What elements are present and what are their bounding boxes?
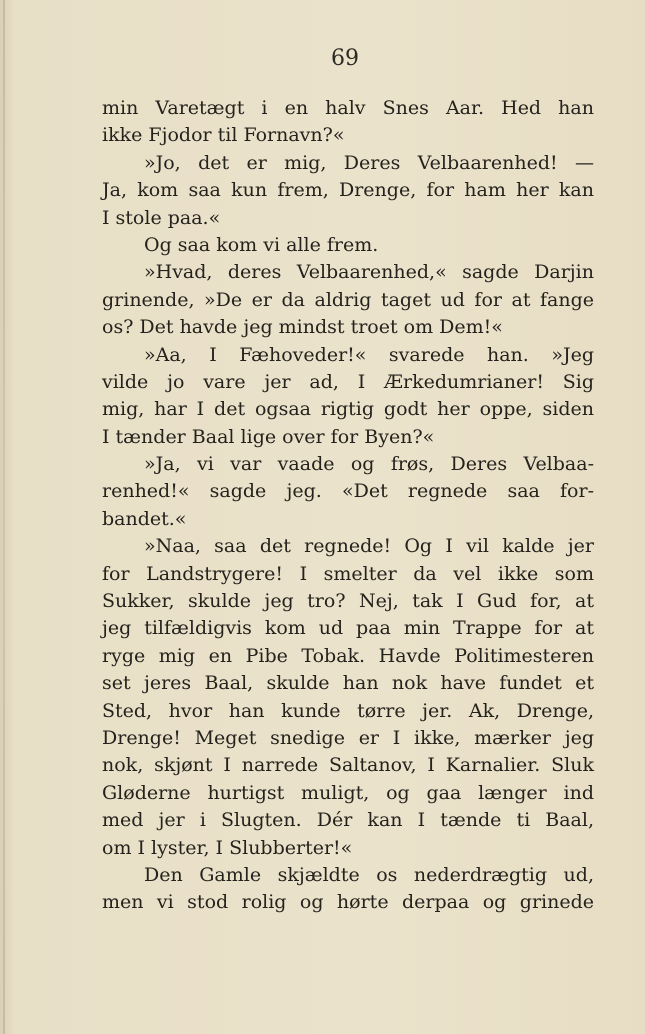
text-line: »Naa, saa det regnede! Og I vil kalde jer [144, 535, 594, 558]
text-line: bandet.« [102, 507, 187, 530]
text-line: vilde jo vare jer ad, I Ærkedumrianer! Sig [102, 370, 594, 393]
binding-edge [3, 0, 5, 1034]
text-line: »Ja, vi var vaade og frøs, Deres Velbaa- [144, 453, 594, 476]
text-line: grinende, »De er da aldrig taget ud for at fange [102, 288, 594, 311]
text-line: »Aa, I Fæhoveder!« svarede han. »Jeg [144, 343, 594, 366]
text-line: for Landstrygere! I smelter da vel ikke som [102, 562, 594, 585]
text-line: os? Det havde jeg mindst troet om Dem!« [102, 316, 503, 339]
text-line: renhed!« sagde jeg. «Det regnede saa for- [102, 480, 594, 503]
text-line: »Hvad, deres Velbaarenhed,« sagde Darjin [144, 261, 594, 284]
text-line: »Jo, det er mig, Deres Velbaarenhed! — [144, 151, 594, 174]
text-line: nok, skjønt I narrede Saltanov, I Karnalier. Sluk [102, 754, 594, 777]
text-line: Og saa kom vi alle frem. [144, 233, 379, 256]
text-line: men vi stod rolig og hørte derpaa og grinede [102, 891, 594, 914]
text-line: mig, har I det ogsaa rigtig godt her oppe, siden [102, 398, 594, 421]
text-line: jeg tilfældigvis kom ud paa min Trappe for at [102, 617, 594, 640]
text-line: Ja, kom saa kun frem, Drenge, for ham her kan [102, 179, 594, 202]
text-line: ryge mig en Pibe Tobak. Havde Politimesteren [102, 644, 594, 667]
body-text [102, 95, 594, 917]
page-number: 69 [331, 46, 359, 71]
text-line: Sukker, skulde jeg tro? Nej, tak I Gud for, at [102, 590, 594, 613]
text-line: ikke Fjodor til Fornavn?« [102, 124, 345, 147]
text-line: set jeres Baal, skulde han nok have fundet et [102, 672, 594, 695]
text-line: I stole paa.« [102, 206, 221, 229]
text-line: I tænder Baal lige over for Byen?« [102, 425, 435, 448]
text-line: med jer i Slugten. Dér kan I tænde ti Baal, [102, 809, 594, 832]
text-line: min Varetægt i en halv Snes Aar. Hed han [102, 97, 594, 119]
text-line: om I lyster, I Slubberter!« [102, 836, 353, 859]
text-line: Den Gamle skjældte os nederdrægtig ud, [144, 863, 594, 886]
text-line: Sted, hvor han kunde tørre jer. Ak, Drenge, [102, 699, 594, 722]
text-line: Gløderne hurtigst muligt, og gaa længer ind [102, 781, 594, 804]
text-line: Drenge! Meget snedige er I ikke, mærker jeg [102, 726, 594, 749]
